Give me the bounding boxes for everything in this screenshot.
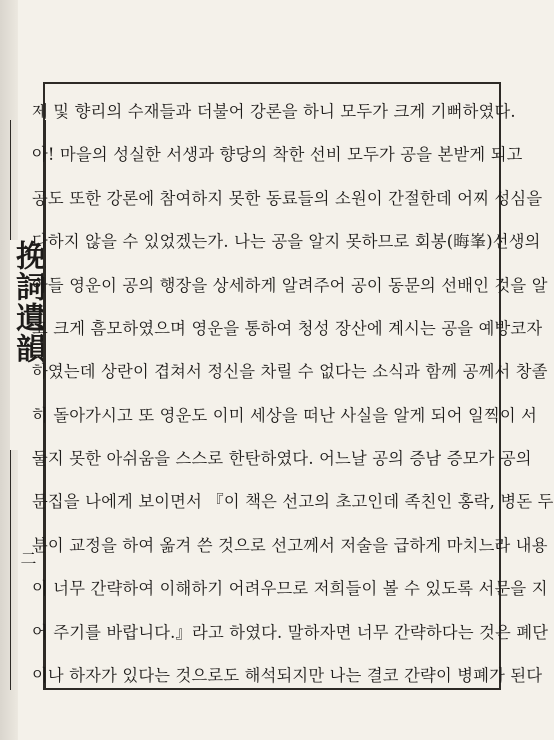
text-line: 제 및 향리의 수재들과 더불어 강론을 하니 모두가 크게 기뻐하였다.: [32, 102, 516, 121]
text-line: 아! 마을의 성실한 서생과 향당의 착한 선비 모두가 공을 본받게 되고: [32, 145, 523, 165]
text-line: 이나 하자가 있다는 것으로도 해석되지만 나는 결코 간략이 병폐가 된다: [32, 665, 543, 685]
text-line: 문집을 나에게 보이면서 『이 책은 선고의 초고인데 족친인 홍락, 병돈 두: [32, 492, 554, 512]
text-line: 둘지 못한 아쉬움을 스스로 한탄하였다. 어느날 공의 증남 증모가 공의: [32, 449, 532, 468]
text-line: 고 크게 흠모하였으며 영운을 통하여 청성 장산에 계시는 공을 예방코자: [32, 318, 543, 338]
text-body: [32, 100, 554, 688]
text-line: 하였는데 상란이 겹쳐서 정신을 차릴 수 없다는 소식과 함께 공께서 창졸: [32, 362, 548, 382]
text-line: 어 주기를 바랍니다.』라고 하였다. 말하자면 너무 간략하다는 것은 폐단: [32, 622, 549, 642]
text-line: 공도 또한 강론에 참여하지 못한 동료들의 소원이 간절한데 어찌 성심을: [32, 188, 543, 208]
margin-book-title: 挽詞遺韻: [10, 240, 44, 450]
text-line: 분이 교정을 하여 옮겨 쓴 것으로 선고께서 저술을 급하게 마치느라 내용: [32, 535, 548, 555]
text-line: 이 너무 간략하여 이해하기 어려우므로 저희들이 볼 수 있도록 서문을 지: [32, 579, 548, 599]
text-line: 아들 영운이 공의 행장을 상세하게 알려주어 공이 동문의 선배인 것을 알: [32, 275, 548, 295]
page-number: 二: [18, 550, 37, 566]
text-line: 다하지 않을 수 있었겠는가. 나는 공을 알지 못하므로 회봉(晦峯)선생의: [32, 232, 541, 252]
text-line: 히 돌아가시고 또 영운도 이미 세상을 떠난 사실을 알게 되어 일찍이 서: [32, 405, 538, 425]
